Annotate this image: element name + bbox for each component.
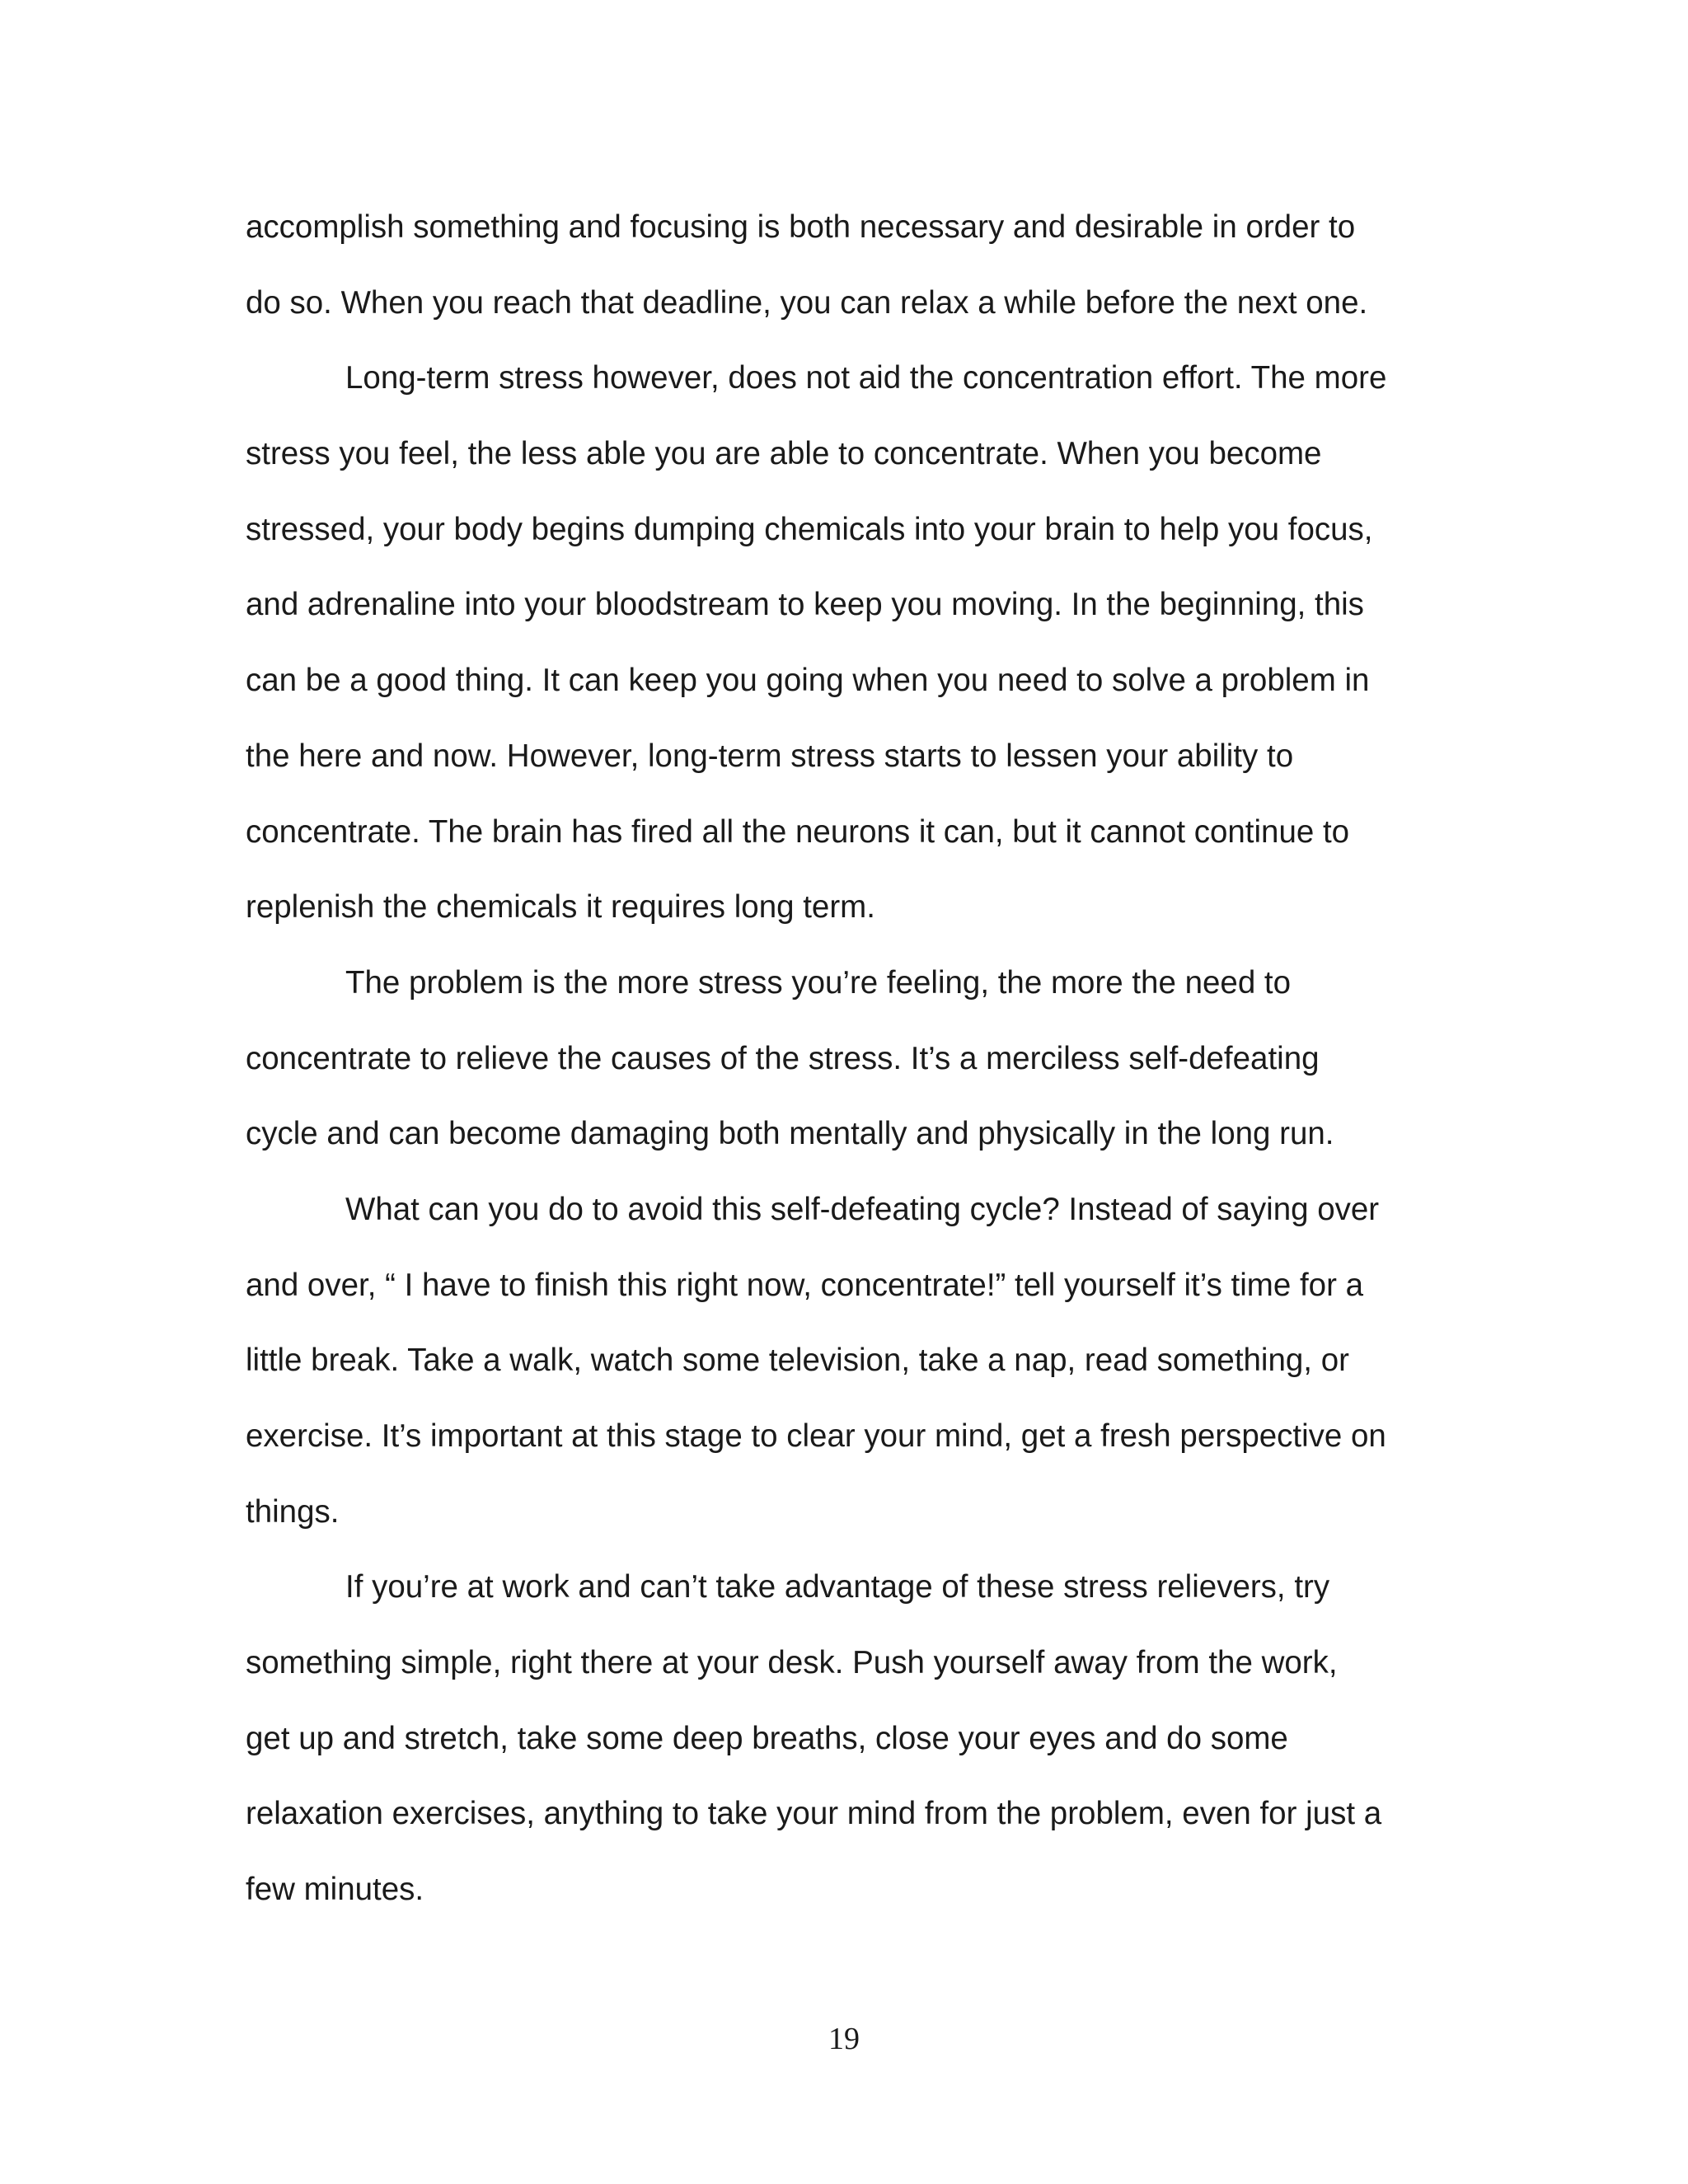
text-line: the here and now. However, long-term stress starts to lessen your ability to	[246, 738, 1294, 774]
text-line: stress you feel, the less able you are able to concentrate. When you become	[246, 436, 1322, 472]
paragraph-start-line: Long-term stress however, does not aid the concentration effort. The more	[345, 360, 1387, 396]
paragraph-start-line: If you’re at work and can’t take advantage of these stress relievers, try	[345, 1569, 1330, 1605]
text-line: can be a good thing. It can keep you going when you need to solve a problem in	[246, 663, 1370, 699]
text-line: and over, “ I have to finish this right now, concentrate!” tell yourself it’s time for a	[246, 1267, 1363, 1303]
text-line: something simple, right there at your desk. Push yourself away from the work,	[246, 1645, 1338, 1681]
text-line: things.	[246, 1493, 340, 1530]
text-line: cycle and can become damaging both mentally and physically in the long run.	[246, 1116, 1334, 1152]
text-line: do so. When you reach that deadline, you can relax a while before the next one.	[246, 284, 1368, 321]
text-line: stressed, your body begins dumping chemicals into your brain to help you focus,	[246, 511, 1373, 547]
text-line: concentrate to relieve the causes of the stress. It’s a merciless self-defeating	[246, 1040, 1320, 1076]
text-line: exercise. It’s important at this stage to clear your mind, get a fresh perspective on	[246, 1418, 1386, 1454]
paragraph-start-line: The problem is the more stress you’re feeling, the more the need to	[345, 964, 1292, 1001]
text-line: and adrenaline into your bloodstream to keep you moving. In the beginning, this	[246, 587, 1364, 623]
paragraph-start-line: What can you do to avoid this self-defeating cycle? Instead of saying over	[345, 1191, 1380, 1227]
text-line: replenish the chemicals it requires long term.	[246, 889, 875, 926]
page-number: 19	[828, 2022, 860, 2056]
body-text	[246, 190, 1449, 1928]
text-line: get up and stretch, take some deep breaths, close your eyes and do some	[246, 1720, 1288, 1756]
text-line: little break. Take a walk, watch some television, take a nap, read something, or	[246, 1343, 1349, 1379]
text-line: concentrate. The brain has fired all the neurons it can, but it cannot continue to	[246, 813, 1350, 850]
text-line: few minutes.	[246, 1872, 424, 1908]
text-line: accomplish something and focusing is both necessary and desirable in order to	[246, 209, 1356, 245]
text-line: relaxation exercises, anything to take your mind from the problem, even for just a	[246, 1796, 1382, 1832]
